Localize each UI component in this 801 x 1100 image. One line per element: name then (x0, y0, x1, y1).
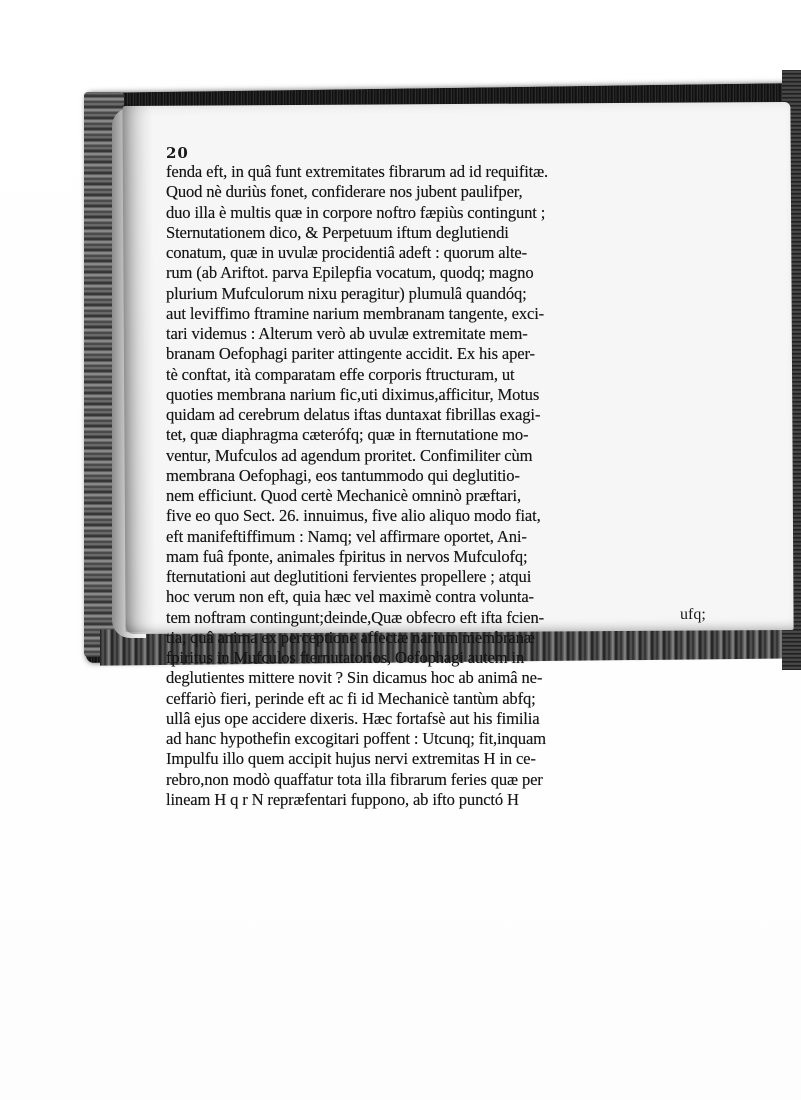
text-line: fpiritus in Mufculos fternutatorios, Oefophagi autem in (166, 648, 525, 667)
text-line: tem noftram contingunt;deinde,Quæ obfecro eft ifta fcien- (166, 607, 545, 627)
body-text (166, 162, 790, 810)
text-line: rum (ab Ariftot. parva Epilepfia vocatum, quodq; magno (166, 263, 534, 283)
text-line: fenda eft, in quâ funt extremitates fibrarum ad id requifitæ. (166, 162, 549, 181)
text-line: plurium Mufculorum nixu peragitur) plumulâ quandóq; (166, 283, 527, 303)
text-line: hoc verum non eft, quia hæc vel maximè contra volunta- (166, 587, 534, 607)
catchword: ufq; (680, 606, 706, 623)
text-line: ad hanc hypothefin excogitari poffent : Utcunq; fit,inquam (166, 729, 546, 748)
text-line: Sternutationem dico, & Perpetuum iftum deglutiendi (166, 222, 509, 242)
page-number: 20 (166, 144, 189, 162)
text-line: rebro,non modò quaffatur tota illa fibrarum feries quæ per (166, 769, 543, 789)
text-line: Quod nè duriùs fonet, confiderare nos jubent paulifper, (166, 182, 523, 202)
text-line: membrana Oefophagi, eos tantummodo qui deglutitio- (166, 465, 520, 485)
text-line: ullâ ejus ope accidere dixeris. Hæc fortafsè aut his fimilia (166, 708, 540, 728)
text-line: duo illa è multis quæ in corpore noftro fæpiùs contingunt ; (166, 202, 546, 222)
text-line: ventur, Mufculos ad agendum proritet. Confimiliter cùm (166, 445, 533, 465)
text-line: nem efficiunt. Quod certè Mechanicè omninò præftari, (166, 486, 521, 505)
text-line: deglutientes mittere novit ? Sin dicamus hoc ab animâ ne- (166, 668, 543, 688)
text-line: eft manifeftiffimum : Namq; vel affirmare oportet, Ani- (166, 526, 527, 546)
text-line: tari videmus : Alterum verò ab uvulæ extremitate mem- (166, 324, 528, 343)
gutter-shadow (122, 104, 155, 632)
text-line: lineam H q r N repræfentari fuppono, ab ifto punctó H (166, 789, 519, 809)
text-line: aut leviffimo ftramine narium membranam tangente, exci- (166, 303, 545, 323)
text-line: quoties membrana narium fic,uti diximus,afficitur, Motus (166, 384, 540, 404)
text-line: conatum, quæ in uvulæ procidentiâ adeft : quorum alte- (166, 243, 528, 262)
text-line: ceffariò fieri, perinde eft ac fi id Mechanicè tantùm abfq; (166, 688, 536, 708)
text-line: branam Oefophagi pariter attingente accidit. Ex his aper- (166, 344, 535, 364)
text-line: tet, quæ diaphragma cæterófq; quæ in fternutatione mo- (166, 425, 529, 445)
text-line: tia, quâ anima ex perceptione affectæ narium membranæ (166, 627, 535, 647)
text-line: mam fuâ fponte, animales fpiritus in nervos Mufculofq; (166, 546, 528, 566)
text-line: five eo quo Sect. 26. innuimus, five alio aliquo modo fiat, (166, 506, 541, 526)
text-line: fternutationi aut deglutitioni fervientes propellere ; atqui (166, 567, 532, 586)
text-line: tè conftat, ità comparatam effe corporis ftructuram, ut (166, 364, 515, 384)
text-line: quidam ad cerebrum delatus iftas duntaxat fibrillas exagi- (166, 405, 541, 424)
text-line: Impulfu illo quem accipit hujus nervi extremitas H in ce- (166, 749, 536, 769)
